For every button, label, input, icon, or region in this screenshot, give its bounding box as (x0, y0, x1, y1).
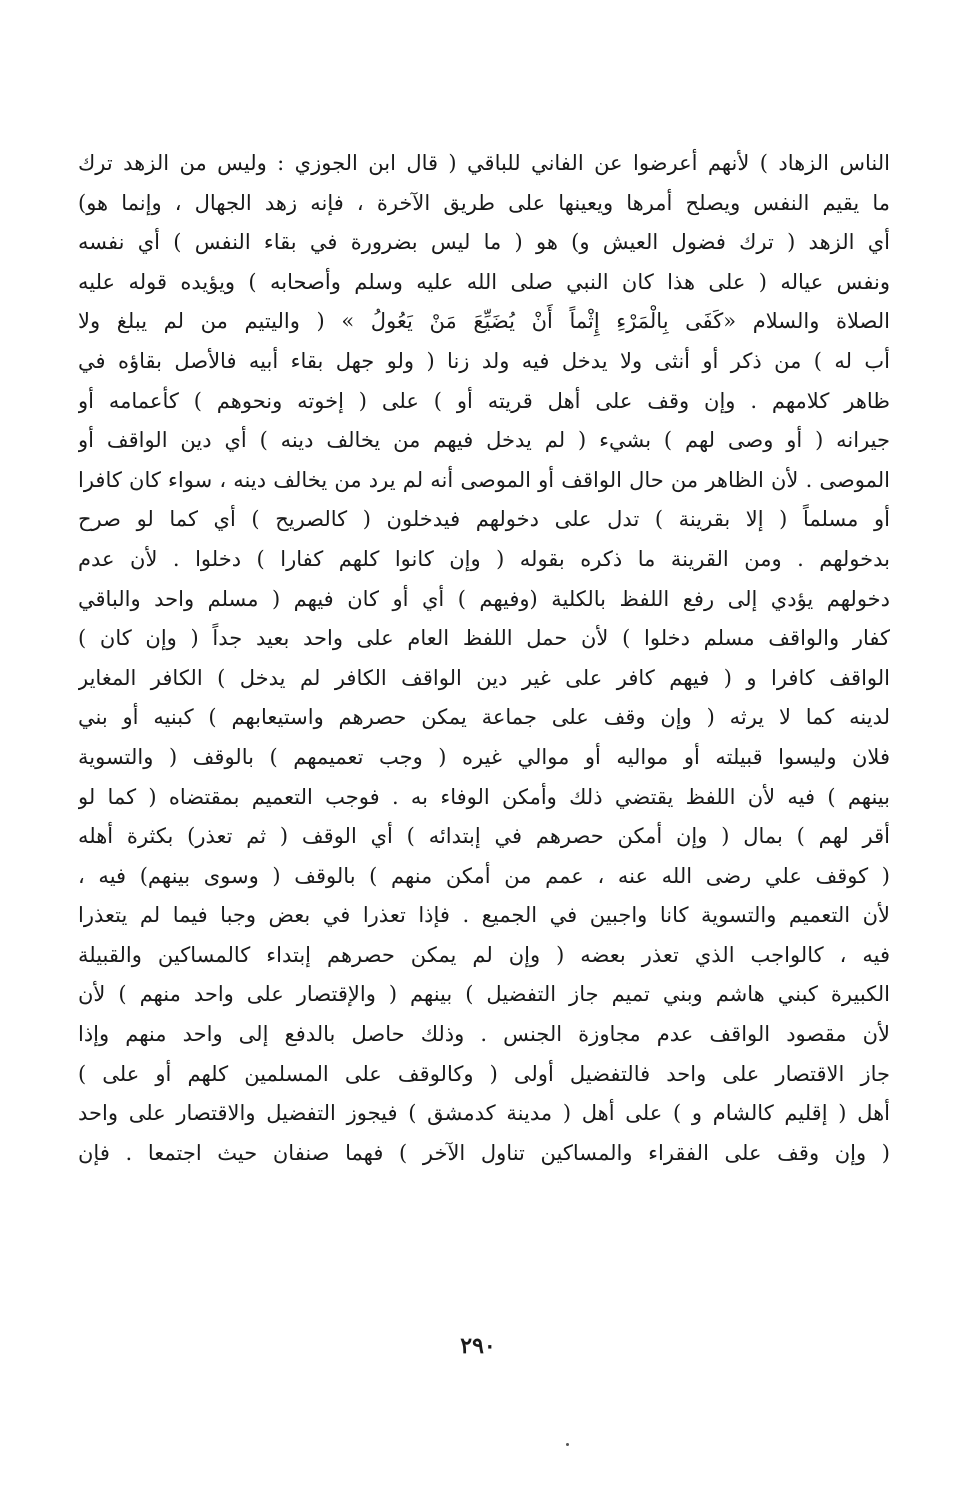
text-line: بينهم ) فيه لأن اللفظ يقتضي ذلك وأمكن الوفاء به . فوجب التعميم بمقتضاه ( كما لو (78, 784, 890, 809)
text-line: أقر لهم ) بمال ( وإن أمكن حصرهم في إبتدائه ) أي الوقف ( ثم تعذر) بكثرة أهله (78, 824, 890, 849)
text-line: ظاهر كلامهم . وإن وقف على أهل قريته أو ) على ( إخوته ونحوهم ) كأعمامه أو (78, 388, 890, 413)
text-line: أهل ( إقليم كالشام و ) على أهل ( مدينة كدمشق ) فيجوز التفضيل والاقتصار على واحد (78, 1101, 890, 1126)
text-line: بدخولهم . ومن القرينة ما ذكره بقوله ( وإن كانوا كلهم كفارا ) دخلوا . لأن عدم (78, 546, 890, 571)
text-line: الكبيرة كبني هاشم وبني تميم جاز التفضيل ) بينهم ( والإقتصار على واحد منهم ) لأن (78, 982, 890, 1007)
text-line: جيرانه ( أو وصى لهم ) بشيء ( لم يدخل فيهم من يخالف دينه ) أي دين الواقف أو (78, 428, 890, 453)
text-line: دخولهم يؤدي إلى رفع اللفظ بالكلية (وفيهم ) أي أو كان فيهم ( مسلم واحد والباقي (78, 586, 890, 611)
text-line: الناس الزهاد ) لأنهم أعرضوا عن الفاني للباقي ( قال ابن الجوزي : وليس من الزهد ترك (78, 151, 890, 175)
text-line: أب له ) من ذكر أو أنثى ولا يدخل فيه ولد زنا ( ولو جهل بقاء أبيه فالأصل بقاؤه في (78, 348, 890, 373)
page-number: ٢٩٠ (460, 1333, 496, 1359)
text-line: فلان وليسوا قبيلته أو مواليه أو موالي غيره ( وجب تعميمهم ) بالوقف ( والتسوية (78, 744, 890, 769)
text-line: لأن التعميم والتسوية كانا واجبين في الجميع . فإذا تعذرا في بعض وجبا فيما لم يتعذرا (78, 903, 890, 928)
text-line: ( كوقف علي رضى الله عنه ، عمم من أمكن منهم ) بالوقف ( وسوى بينهم) فيه ، (78, 863, 890, 888)
text-line: جاز الاقتصار على واحد فالتفضيل أولى ( وكالوقف على المسلمين كلهم أو على ) (78, 1061, 890, 1086)
text-line: الموصى . لأن الظاهر من حال الواقف أو الموصى أنه لم يرد من يخالف دينه ، سواء كان كافرا (78, 467, 890, 492)
text-line: ( وإن وقف على الفقراء والمساكين تناول الآخر ) فهما صنفان حيث اجتمعا . فإن (78, 1140, 890, 1165)
text-line: ما يقيم النفس ويصلح أمرها ويعينها على طريق الآخرة ، فإنه زهد الجهال ، وإنما هو) (78, 190, 890, 215)
scan-speck (566, 1443, 569, 1446)
text-line: أي الزهد ( ترك فضول العيش و) هو ( ما ليس بضرورة في بقاء النفس ) أي نفسه (78, 230, 890, 255)
text-line: ونفس عياله ( على هذا كان النبي صلى الله عليه وسلم وأصحابه ) ويؤيده قوله عليه (78, 269, 890, 294)
text-line: كفار والواقف مسلم دخلوا ) لأن حمل اللفظ العام على واحد بعيد جداً ( وإن كان ) (78, 626, 890, 651)
body-text (78, 144, 890, 1173)
text-line: لأن مقصود الواقف عدم مجاوزة الجنس . وذلك حاصل بالدفع إلى واحد منهم وإذا (78, 1022, 890, 1047)
text-line: لدينه كما لا يرثه ( وإن وقف على جماعة يمكن حصرهم واستيعابهم ) كبنيه أو بني (78, 705, 890, 730)
text-line: فيه ، كالواجب الذي تعذر بعضه ( وإن لم يمكن حصرهم إبتداء كالمساكين والقبيلة (78, 942, 890, 967)
text-line: أو مسلماً ( إلا بقرينة ) تدل على دخولهم فيدخلون ( كالصريح ) أي كما لو صرح (78, 507, 890, 532)
text-line: الواقف كافرا و ( فيهم كافر على غير دين الواقف الكافر لم يدخل ) الكافر المغاير (78, 665, 890, 690)
text-line: الصلاة والسلام «كَفَى بِالْمَرْءِ إِثْماً أَنْ يُضَيِّعَ مَنْ يَعُولُ » ( واليتيم من لم يبلغ ولا (78, 309, 890, 334)
